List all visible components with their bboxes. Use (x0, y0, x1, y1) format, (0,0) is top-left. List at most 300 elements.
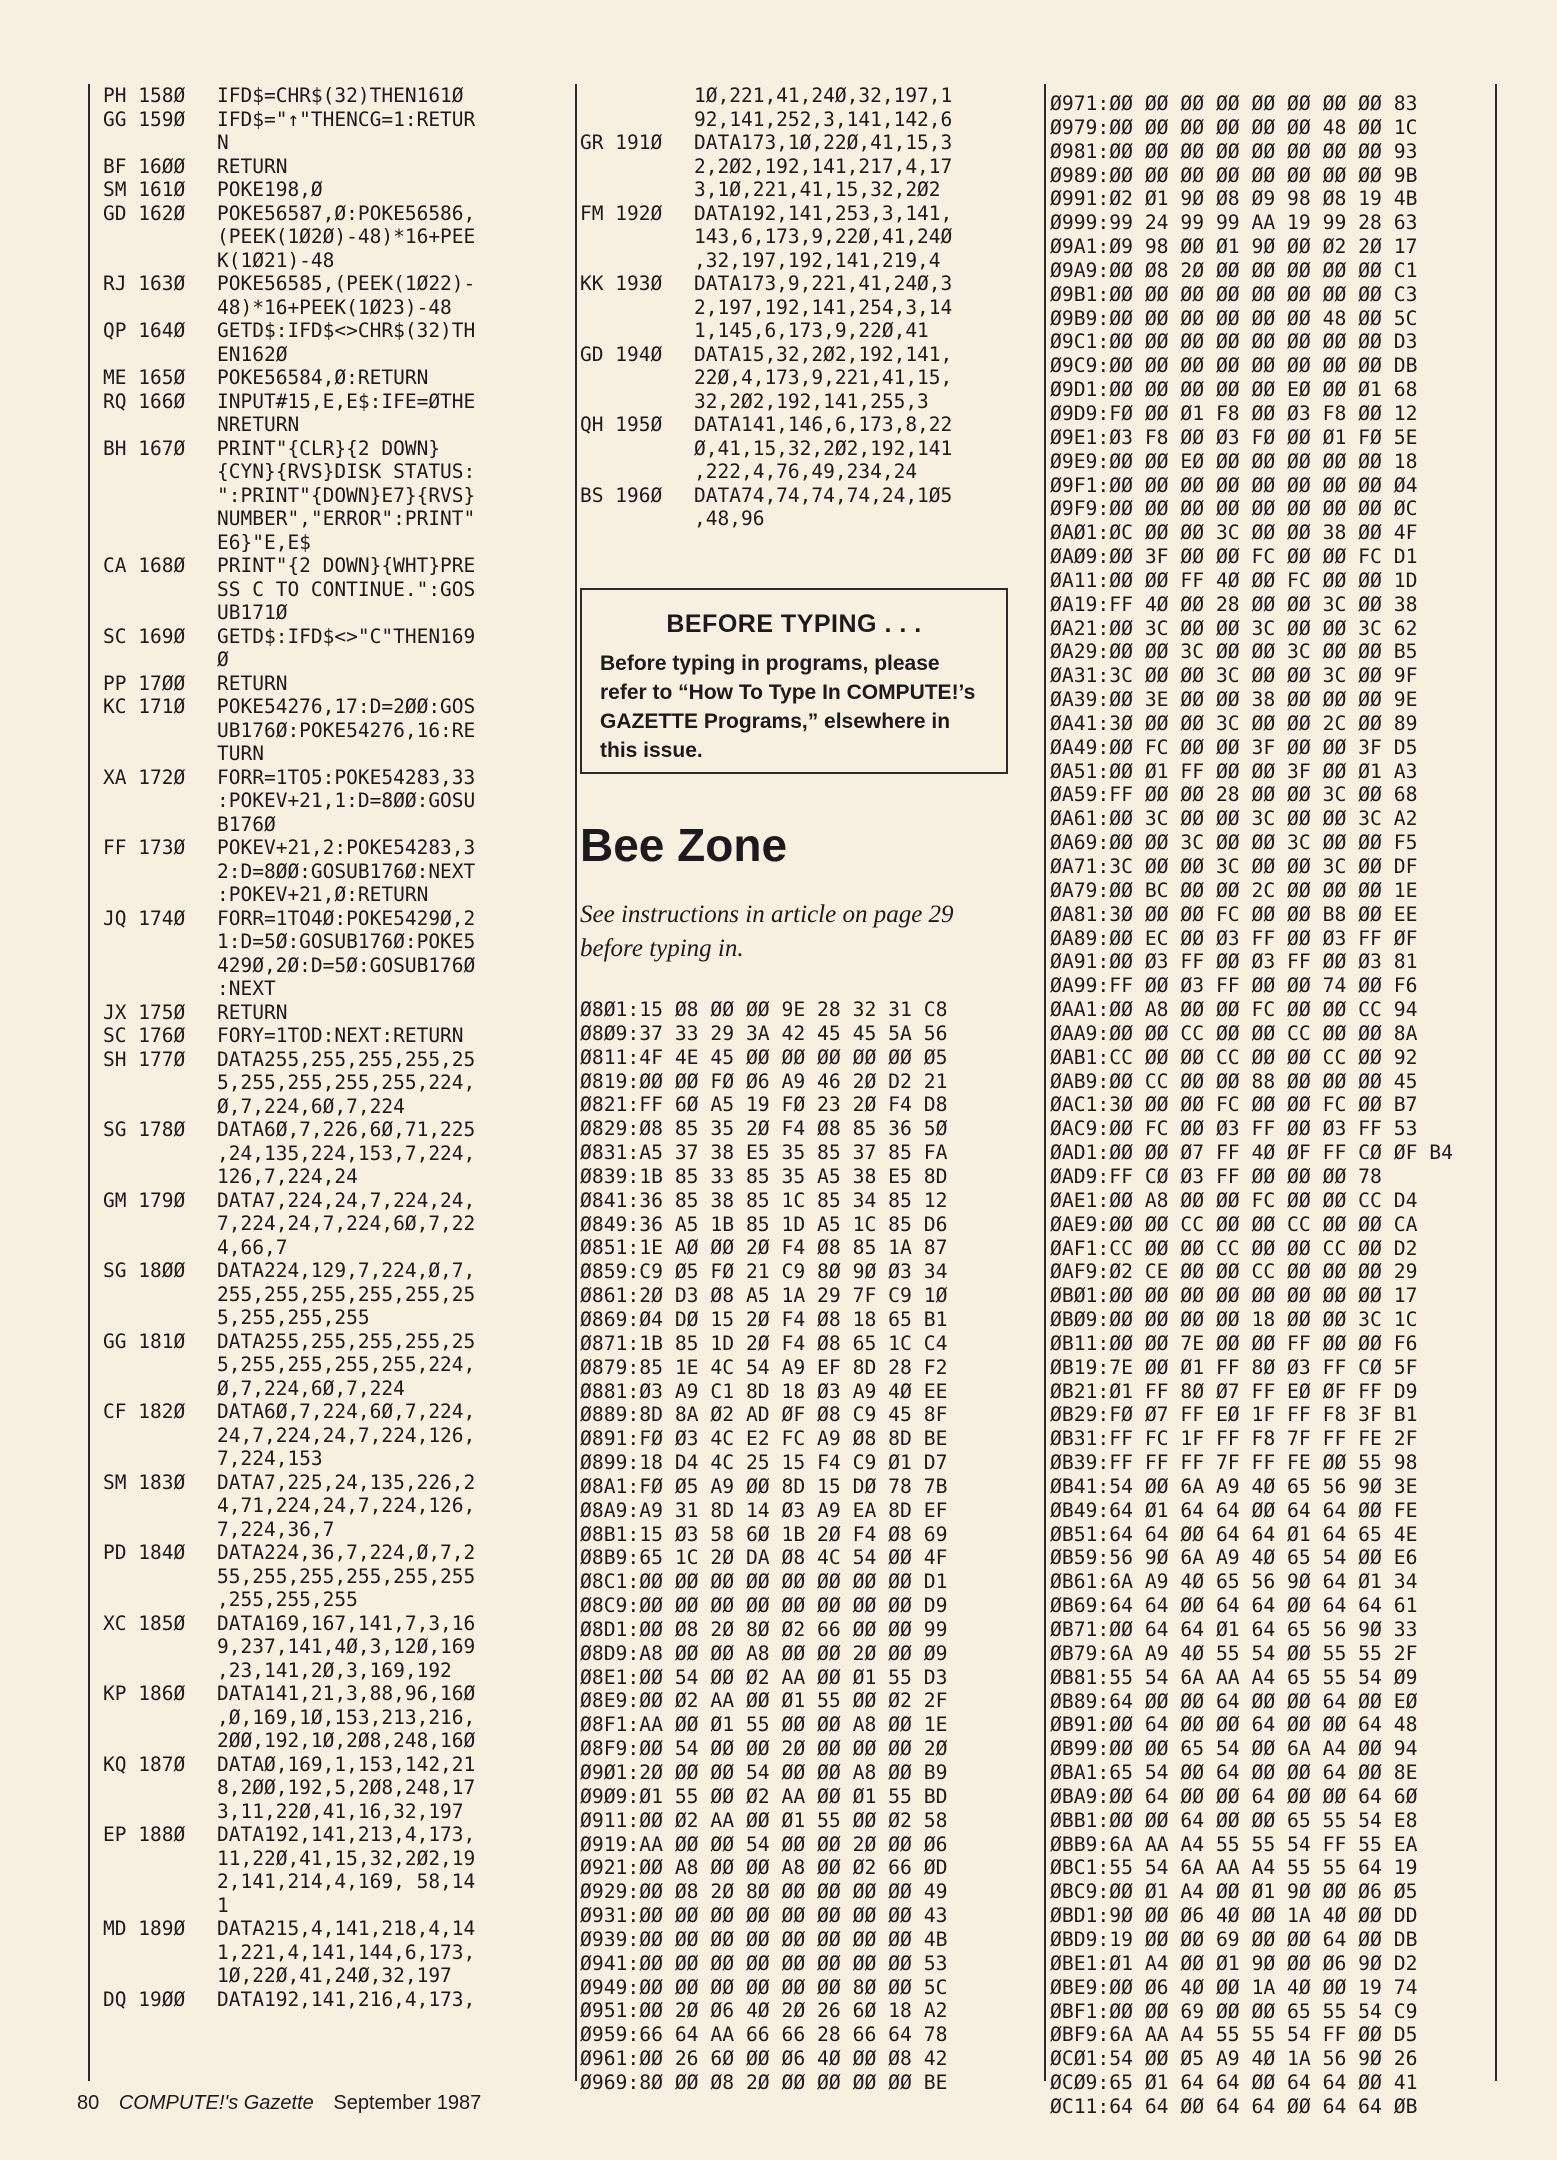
hex-line: ØB79:6A A9 4Ø 55 54 ØØ 55 55 2F (1050, 1641, 1418, 1665)
line-number: 179Ø (138, 1188, 186, 1212)
hex-line: ØB19:7E ØØ Ø1 FF 8Ø Ø3 FF CØ 5F (1050, 1355, 1418, 1379)
hex-line: ØBE9:ØØ Ø6 4Ø ØØ 1A 4Ø ØØ 19 74 (1050, 1975, 1418, 1999)
hex-line: ØB39:FF FF FF 7F FF FE ØØ 55 98 (1050, 1451, 1418, 1475)
line-text: 24,7,224,24,7,224,126, (217, 1423, 476, 1447)
line-text: 7,224,153 (217, 1447, 323, 1470)
hex-line: ØCØ9:65 Ø1 64 64 ØØ 64 64 ØØ 41 (1050, 2071, 1418, 2095)
basic-line (103, 1823, 563, 1847)
line-indent (103, 1706, 217, 1730)
hex-line: ØAC9:ØØ FC ØØ Ø3 FF ØØ Ø3 FF 53 (1050, 1117, 1418, 1141)
line-checksum-and-number (103, 202, 217, 226)
basic-line (103, 1894, 563, 1918)
line-indent (103, 249, 217, 273)
line-number: 164Ø (138, 319, 186, 342)
line-text: 22Ø,4,173,9,221,41,15, (694, 366, 953, 389)
line-text: PRINT"{2 DOWN}{WHT}PRE (217, 554, 476, 577)
hex-line: ØAD9:FF CØ Ø3 FF ØØ ØØ ØØ 78 (1050, 1164, 1382, 1188)
hex-line: ØAC1:3Ø ØØ ØØ FC ØØ ØØ FC ØØ B7 (1050, 1093, 1418, 1117)
line-checksum-and-number (103, 390, 217, 414)
hex-line: Ø9A9:ØØ Ø8 2Ø ØØ ØØ ØØ ØØ ØØ C1 (1050, 258, 1418, 282)
hex-line: Ø889:8D 8A Ø2 AD ØF Ø8 C9 45 8F (580, 1403, 948, 1427)
basic-line (580, 202, 1040, 226)
line-text: 7,224,36,7 (217, 1517, 335, 1541)
hex-line: ØA29:ØØ ØØ 3C ØØ ØØ 3C ØØ ØØ B5 (1050, 640, 1418, 664)
line-checksum-and-number (580, 272, 694, 296)
line-text: :POKEV+21,1:D=8ØØ:GOSU (217, 789, 476, 812)
line-number: 192Ø (615, 201, 663, 225)
line-indent (103, 1071, 217, 1095)
basic-line (103, 460, 563, 484)
line-indent (580, 366, 694, 390)
line-checksum: ME (103, 366, 127, 389)
line-text: :NEXT (217, 977, 276, 1000)
line-indent (103, 484, 217, 508)
basic-line (103, 907, 563, 931)
line-indent (103, 1212, 217, 1236)
line-indent (103, 1283, 217, 1307)
line-text: ,255,255,255 (217, 1588, 358, 1611)
hex-line: Ø981:ØØ ØØ ØØ ØØ ØØ ØØ ØØ ØØ 93 (1050, 139, 1418, 163)
line-text: 3,11,22Ø,41,16,32,197 (217, 1799, 464, 1823)
basic-line (103, 1024, 563, 1048)
line-indent (103, 789, 217, 813)
line-checksum-and-number (103, 108, 217, 132)
line-indent (103, 343, 217, 367)
line-checksum: BF (103, 154, 127, 178)
line-indent (103, 1588, 217, 1612)
basic-line (103, 977, 563, 1001)
line-checksum: RQ (103, 389, 127, 413)
basic-line (103, 484, 563, 508)
line-checksum-and-number (580, 413, 694, 437)
line-text: Ø,7,224,6Ø,7,224 (217, 1094, 405, 1118)
basic-line (103, 1189, 563, 1213)
line-text: DATA255,255,255,255,25 (217, 1047, 476, 1071)
line-text: Ø,7,224,6Ø,7,224 (217, 1376, 405, 1400)
basic-line (103, 1706, 563, 1730)
basic-line (103, 366, 563, 390)
basic-line (103, 648, 563, 672)
line-checksum: JQ (103, 906, 127, 930)
basic-line (103, 1447, 563, 1471)
line-text: 1:D=5Ø:GOSUB176Ø:POKE5 (217, 930, 476, 953)
hex-line: Ø8F1:AA ØØ Ø1 55 ØØ ØØ A8 ØØ 1E (580, 1713, 948, 1737)
hex-line: Ø871:1B 85 1D 2Ø F4 Ø8 65 1C C4 (580, 1331, 948, 1355)
line-number: 184Ø (138, 1541, 186, 1564)
basic-line (103, 1236, 563, 1260)
hex-line: Ø881:Ø3 A9 C1 8D 18 Ø3 A9 4Ø EE (580, 1379, 948, 1403)
basic-line (103, 1729, 563, 1753)
line-checksum: PP (103, 671, 127, 695)
basic-line (103, 225, 563, 249)
hex-line: Ø891:FØ Ø3 4C E2 FC A9 Ø8 8D BE (580, 1427, 948, 1451)
line-text: K(1Ø21)-48 (217, 248, 335, 272)
hex-line: ØAF9:Ø2 CE ØØ ØØ CC ØØ ØØ ØØ 29 (1050, 1260, 1418, 1284)
hex-line: ØCØ1:54 ØØ Ø5 A9 4Ø 1A 56 9Ø 26 (1050, 2047, 1418, 2071)
line-text: TURN (217, 742, 264, 765)
line-number: 194Ø (615, 342, 663, 366)
line-indent (103, 1306, 217, 1330)
basic-line (103, 507, 563, 531)
line-indent (103, 1236, 217, 1260)
line-text: DATA74,74,74,74,24,1Ø5 (694, 483, 953, 507)
line-text: E6}"E,E$ (217, 530, 311, 554)
line-text: DATA173,9,221,41,24Ø,3 (694, 272, 953, 295)
line-text: N (217, 131, 229, 154)
line-text: 1Ø,221,41,24Ø,32,197,1 (694, 84, 953, 107)
hex-line: ØA11:ØØ ØØ FF 4Ø ØØ FC ØØ ØØ 1D (1050, 568, 1418, 592)
line-text: 143,6,173,9,22Ø,41,24Ø (694, 225, 953, 248)
article-title: Bee Zone (580, 819, 788, 871)
hex-line: ØBF1:ØØ ØØ 69 ØØ ØØ 65 55 54 C9 (1050, 1999, 1418, 2023)
line-checksum: GD (580, 342, 604, 366)
basic-line (103, 1424, 563, 1448)
basic-line (103, 531, 563, 555)
basic-line (103, 296, 563, 320)
basic-line (580, 108, 1040, 132)
line-checksum-and-number (103, 1753, 217, 1777)
line-checksum: GM (103, 1188, 127, 1212)
basic-line (103, 672, 563, 696)
line-text: POKE54276,17:D=2ØØ:GOS (217, 695, 476, 718)
line-number: 177Ø (138, 1047, 186, 1071)
hex-line: Ø931:ØØ ØØ ØØ ØØ ØØ ØØ ØØ ØØ 43 (580, 1904, 948, 1928)
line-indent (103, 1353, 217, 1377)
hex-line: Ø941:ØØ ØØ ØØ ØØ ØØ ØØ ØØ ØØ 53 (580, 1951, 948, 1975)
line-checksum: BS (580, 483, 604, 507)
line-number: 162Ø (138, 201, 186, 225)
line-number: 167Ø (138, 436, 186, 460)
line-indent (103, 742, 217, 766)
line-checksum: SG (103, 1118, 127, 1141)
line-checksum: SH (103, 1047, 127, 1071)
line-indent (103, 1165, 217, 1189)
line-checksum-and-number (103, 1400, 217, 1424)
line-text: RETURN (217, 671, 288, 695)
line-text: 9,237,141,4Ø,3,12Ø,169 (217, 1635, 476, 1658)
hex-line: Ø9Ø1:2Ø ØØ ØØ 54 ØØ ØØ A8 ØØ B9 (580, 1761, 948, 1784)
hex-line: ØA61:ØØ 3C ØØ ØØ 3C ØØ ØØ 3C A2 (1050, 807, 1418, 831)
line-checksum: JX (103, 1000, 127, 1024)
basic-line (103, 578, 563, 602)
basic-line (103, 1988, 563, 2012)
hex-line: ØAE1:ØØ A8 ØØ ØØ FC ØØ ØØ CC D4 (1050, 1188, 1418, 1212)
before-typing-title: BEFORE TYPING . . . (666, 610, 922, 638)
hex-line: ØA49:ØØ FC ØØ ØØ 3F ØØ ØØ 3F D5 (1050, 735, 1418, 759)
line-checksum: EP (103, 1823, 127, 1846)
line-text: 7,224,24,7,224,6Ø,7,22 (217, 1212, 476, 1235)
hex-line: ØBB1:ØØ ØØ 64 ØØ ØØ 65 55 54 E8 (1050, 1808, 1418, 1832)
hex-line: Ø9F1:ØØ ØØ ØØ ØØ ØØ ØØ ØØ ØØ Ø4 (1050, 473, 1418, 497)
hex-line: ØBC9:ØØ Ø1 A4 ØØ Ø1 9Ø ØØ Ø6 Ø5 (1050, 1880, 1418, 1904)
line-checksum: CF (103, 1400, 127, 1423)
line-checksum-and-number (103, 1330, 217, 1354)
line-checksum: XC (103, 1611, 127, 1635)
basic-line (103, 1847, 563, 1871)
line-text: GETD$:IFD$<>CHR$(32)TH (217, 319, 476, 342)
hex-line: Ø879:85 1E 4C 54 A9 EF 8D 28 F2 (580, 1355, 948, 1379)
line-number: 182Ø (138, 1400, 186, 1423)
line-text: DATA141,146,6,173,8,22 (694, 413, 953, 436)
hex-line: Ø8D1:ØØ Ø8 2Ø 8Ø Ø2 66 ØØ ØØ 99 (580, 1617, 948, 1641)
line-text: POKE198,Ø (217, 178, 323, 201)
line-checksum: PD (103, 1541, 127, 1564)
line-checksum-and-number (103, 366, 217, 390)
line-text: DATA192,141,253,3,141, (694, 201, 953, 225)
hex-line: ØA69:ØØ ØØ 3C ØØ ØØ 3C ØØ ØØ F5 (1050, 831, 1418, 855)
line-text: EN162Ø (217, 342, 288, 366)
hex-line: ØBD9:19 ØØ ØØ 69 ØØ ØØ 64 ØØ DB (1050, 1927, 1418, 1951)
basic-line (103, 84, 563, 108)
basic-line (103, 1917, 563, 1941)
line-number: 176Ø (138, 1024, 186, 1047)
hex-line: ØAA9:ØØ ØØ CC ØØ ØØ CC ØØ ØØ 8A (1050, 1021, 1418, 1045)
basic-line (103, 178, 563, 202)
line-checksum: CA (103, 554, 127, 577)
hex-line: Ø979:ØØ ØØ ØØ ØØ ØØ ØØ 48 ØØ 1C (1050, 115, 1418, 139)
hex-line: ØA51:ØØ Ø1 FF ØØ ØØ 3F ØØ Ø1 A3 (1050, 759, 1418, 783)
line-text: 255,255,255,255,255,25 (217, 1282, 476, 1306)
line-text: POKEV+21,2:POKE54283,3 (217, 836, 476, 859)
line-indent (580, 507, 694, 531)
hex-line: Ø8A1:FØ Ø5 A9 ØØ 8D 15 DØ 78 7B (580, 1474, 948, 1498)
line-number: 159Ø (138, 107, 186, 131)
basic-line (103, 1800, 563, 1824)
line-indent (103, 1095, 217, 1119)
hex-line: Ø831:A5 37 38 E5 35 85 37 85 FA (580, 1141, 948, 1165)
basic-line (103, 1001, 563, 1025)
line-indent (103, 813, 217, 837)
hex-line: ØAD1:ØØ ØØ Ø7 FF 4Ø ØF FF CØ ØF B4 (1050, 1141, 1453, 1165)
hex-line: ØA19:FF 4Ø ØØ 28 ØØ ØØ 3C ØØ 38 (1050, 592, 1418, 616)
hex-line: Ø869:Ø4 DØ 15 2Ø F4 Ø8 18 65 B1 (580, 1307, 948, 1331)
hex-line: ØAØ1:ØC ØØ ØØ 3C ØØ ØØ 38 ØØ 4F (1050, 521, 1418, 545)
hex-line: Ø971:ØØ ØØ ØØ ØØ ØØ ØØ ØØ ØØ 83 (1050, 92, 1418, 115)
line-number: 165Ø (138, 366, 186, 389)
line-number: 186Ø (138, 1682, 186, 1705)
hex-line: ØB31:FF FC 1F FF F8 7F FF FE 2F (1050, 1427, 1418, 1451)
hex-line: ØBA1:65 54 ØØ 64 ØØ ØØ 64 ØØ 8E (1050, 1761, 1418, 1785)
line-text: 4,66,7 (217, 1235, 288, 1259)
line-indent (103, 860, 217, 884)
basic-line (580, 131, 1040, 155)
hex-line: Ø8D9:A8 ØØ ØØ A8 ØØ ØØ 2Ø ØØ Ø9 (580, 1641, 948, 1665)
hex-line: Ø9E1:Ø3 F8 ØØ Ø3 FØ ØØ Ø1 FØ 5E (1050, 425, 1418, 449)
line-text: FORY=1TOD:NEXT:RETURN (217, 1024, 464, 1047)
line-text: 1Ø,22Ø,41,24Ø,32,197 (217, 1964, 452, 1987)
line-text: Ø (217, 648, 229, 671)
basic-line (103, 390, 563, 414)
basic-line (103, 1612, 563, 1636)
hex-line: Ø851:1E AØ ØØ 2Ø F4 Ø8 85 1A 87 (580, 1236, 948, 1260)
line-text: DATA224,36,7,224,Ø,7,2 (217, 1541, 476, 1564)
hex-line: Ø959:66 64 AA 66 66 28 66 64 78 (580, 2023, 948, 2047)
hex-line: ØA79:ØØ BC ØØ ØØ 2C ØØ ØØ ØØ 1E (1050, 878, 1418, 902)
issue-date: September 1987 (333, 2092, 482, 2114)
line-text: DATA7,225,24,135,226,2 (217, 1470, 476, 1494)
line-text: DATA6Ø,7,224,6Ø,7,224, (217, 1400, 476, 1423)
line-checksum: KQ (103, 1752, 127, 1776)
basic-line (580, 507, 1040, 531)
basic-line (103, 954, 563, 978)
line-text: 55,255,255,255,255,255 (217, 1564, 476, 1588)
hex-line: Ø9B1:ØØ ØØ ØØ ØØ ØØ ØØ ØØ ØØ C3 (1050, 282, 1418, 306)
line-indent (103, 977, 217, 1001)
hex-line: ØBC1:55 54 6A AA A4 55 55 64 19 (1050, 1856, 1418, 1880)
line-checksum-and-number (580, 131, 694, 155)
hex-line: Ø961:ØØ 26 6Ø ØØ Ø6 4Ø ØØ Ø8 42 (580, 2047, 948, 2071)
hex-line: Ø9A1:Ø9 98 ØØ Ø1 9Ø ØØ Ø2 2Ø 17 (1050, 235, 1418, 259)
hex-line: Ø8C9:ØØ ØØ ØØ ØØ ØØ ØØ ØØ ØØ D9 (580, 1594, 948, 1618)
hex-line: ØA31:3C ØØ ØØ 3C ØØ ØØ 3C ØØ 9F (1050, 664, 1418, 688)
line-text: {CYN}{RVS}DISK STATUS: (217, 460, 476, 483)
line-text: POKE56584,Ø:RETURN (217, 366, 429, 389)
basic-line (103, 155, 563, 179)
hex-line: Ø921:ØØ A8 ØØ ØØ A8 ØØ Ø2 66 ØD (580, 1856, 948, 1880)
line-indent (580, 155, 694, 179)
basic-line (580, 437, 1040, 461)
hex-line: Ø989:ØØ ØØ ØØ ØØ ØØ ØØ ØØ ØØ 9B (1050, 163, 1418, 187)
line-text: UB176Ø:POKE54276,16:RE (217, 718, 476, 742)
basic-line (580, 249, 1040, 273)
hex-line: Ø8F9:ØØ 54 ØØ ØØ 2Ø ØØ ØØ ØØ 2Ø (580, 1737, 948, 1761)
hex-line: ØAØ9:ØØ 3F ØØ ØØ FC ØØ ØØ FC D1 (1050, 545, 1418, 569)
line-number: 169Ø (138, 624, 186, 648)
hex-line: ØA91:ØØ Ø3 FF ØØ Ø3 FF ØØ Ø3 81 (1050, 950, 1418, 974)
hex-line: Ø8Ø1:15 Ø8 ØØ ØØ 9E 28 32 31 C8 (580, 998, 948, 1021)
line-text: RETURN (217, 1000, 288, 1024)
basic-line (103, 1306, 563, 1330)
basic-line (580, 390, 1040, 414)
hex-line: Ø911:ØØ Ø2 AA ØØ Ø1 55 ØØ Ø2 58 (580, 1808, 948, 1832)
line-indent (103, 1729, 217, 1753)
line-checksum: GG (103, 107, 127, 131)
line-indent (103, 930, 217, 954)
hex-line: Ø8E1:ØØ 54 ØØ Ø2 AA ØØ Ø1 55 D3 (580, 1665, 948, 1689)
line-text: DATA141,21,3,88,96,16Ø (217, 1682, 476, 1705)
hex-line: ØAB9:ØØ CC ØØ ØØ 88 ØØ ØØ ØØ 45 (1050, 1069, 1418, 1093)
line-indent (103, 1142, 217, 1166)
hex-line: ØBE1:Ø1 A4 ØØ Ø1 9Ø ØØ Ø6 9Ø D2 (1050, 1951, 1418, 1975)
line-number: 161Ø (138, 178, 186, 201)
basic-line (580, 343, 1040, 367)
basic-line (103, 1400, 563, 1424)
line-checksum-and-number (103, 1612, 217, 1636)
basic-line (103, 860, 563, 884)
hex-line: ØA59:FF ØØ ØØ 28 ØØ ØØ 3C ØØ 68 (1050, 783, 1418, 807)
line-checksum-and-number (103, 1259, 217, 1283)
basic-listing-middle (580, 84, 1040, 531)
line-number: 181Ø (138, 1329, 186, 1353)
basic-line (103, 695, 563, 719)
hex-line: Ø939:ØØ ØØ ØØ ØØ ØØ ØØ ØØ ØØ 4B (580, 1927, 948, 1951)
basic-line (103, 625, 563, 649)
basic-line (580, 460, 1040, 484)
line-text: 32,2Ø2,192,141,255,3 (694, 389, 929, 413)
line-text: NRETURN (217, 413, 300, 436)
line-indent (103, 648, 217, 672)
line-text: ,24,135,224,153,7,224, (217, 1141, 476, 1165)
hex-line: ØB51:64 64 ØØ 64 64 Ø1 64 65 4E (1050, 1522, 1418, 1546)
hex-line: ØB29:FØ Ø7 FF EØ 1F FF F8 3F B1 (1050, 1403, 1418, 1427)
basic-line (103, 1377, 563, 1401)
hex-line: Ø859:C9 Ø5 FØ 21 C9 8Ø 9Ø Ø3 34 (580, 1260, 948, 1284)
line-number: 168Ø (138, 554, 186, 577)
hex-line: Ø969:8Ø ØØ Ø8 2Ø ØØ ØØ ØØ ØØ BE (580, 2070, 948, 2094)
line-checksum-and-number (580, 84, 694, 108)
hex-line: Ø861:2Ø D3 Ø8 A5 1A 29 7F C9 1Ø (580, 1284, 948, 1308)
line-checksum-and-number (103, 1118, 217, 1142)
line-checksum: FM (580, 201, 604, 225)
basic-line (580, 296, 1040, 320)
basic-line (103, 108, 563, 132)
line-number: 195Ø (615, 413, 663, 436)
line-indent (103, 883, 217, 907)
basic-line (580, 178, 1040, 202)
hex-line: Ø9B9:ØØ ØØ ØØ ØØ ØØ ØØ 48 ØØ 5C (1050, 306, 1418, 330)
magazine-name: COMPUTE!'s Gazette (118, 2092, 314, 2114)
hex-line: Ø821:FF 6Ø A5 19 FØ 23 2Ø F4 D8 (580, 1093, 948, 1117)
line-checksum: GR (580, 131, 604, 154)
line-text: 2,141,214,4,169, 58,14 (217, 1870, 476, 1893)
line-text: RETURN (217, 154, 288, 178)
line-checksum-and-number (103, 672, 217, 696)
line-checksum-and-number (103, 1001, 217, 1025)
line-checksum: DQ (103, 1987, 127, 2011)
column-rule-far-right (1495, 84, 1497, 2081)
line-checksum-and-number (103, 1024, 217, 1048)
line-text: ,32,197,192,141,219,4 (694, 248, 941, 272)
line-indent (103, 1894, 217, 1918)
line-checksum-and-number (103, 836, 217, 860)
line-indent (103, 1635, 217, 1659)
line-text: DATA169,167,141,7,3,16 (217, 1611, 476, 1635)
line-checksum: SC (103, 624, 127, 648)
hex-line: Ø9D9:FØ ØØ Ø1 F8 ØØ Ø3 F8 ØØ 12 (1050, 401, 1418, 425)
basic-line (103, 789, 563, 813)
line-text: FORR=1TO5:POKE54283,33 (217, 765, 476, 789)
line-indent (580, 460, 694, 484)
line-text: IFD$=CHR$(32)THEN161Ø (217, 84, 464, 107)
line-checksum-and-number (580, 343, 694, 367)
line-text: 2:D=8ØØ:GOSUB176Ø:NEXT (217, 859, 476, 883)
hex-line: ØAF1:CC ØØ ØØ CC ØØ ØØ CC ØØ D2 (1050, 1236, 1418, 1260)
line-number: 187Ø (138, 1752, 186, 1776)
line-checksum-and-number (103, 1541, 217, 1565)
line-text: DATA224,129,7,224,Ø,7, (217, 1259, 476, 1282)
basic-line (580, 272, 1040, 296)
hex-line: Ø949:ØØ ØØ ØØ ØØ ØØ ØØ 8Ø ØØ 5C (580, 1975, 948, 1999)
line-indent (103, 1377, 217, 1401)
line-text: (PEEK(1Ø2Ø)-48)*16+PEE (217, 225, 476, 248)
basic-line (103, 202, 563, 226)
column-rule-middle (575, 84, 577, 2081)
line-checksum: BH (103, 436, 127, 460)
line-number: 172Ø (138, 765, 186, 789)
line-checksum: KC (103, 695, 127, 718)
basic-line (103, 1565, 563, 1589)
line-text: 5,255,255,255,255,224, (217, 1071, 476, 1094)
hex-line: Ø8C1:ØØ ØØ ØØ ØØ ØØ ØØ ØØ ØØ D1 (580, 1570, 948, 1594)
hex-line: Ø8E9:ØØ Ø2 AA ØØ Ø1 55 ØØ Ø2 2F (580, 1689, 948, 1713)
column-rule-left (88, 84, 90, 2081)
basic-line (103, 1964, 563, 1988)
line-checksum-and-number (103, 1917, 217, 1941)
line-text: 2ØØ,192,1Ø,2Ø8,248,16Ø (217, 1729, 476, 1752)
line-checksum: XA (103, 765, 127, 789)
hex-line: Ø8Ø9:37 33 29 3A 42 45 45 5A 56 (580, 1021, 948, 1045)
line-text: 8,2ØØ,192,5,2Ø8,248,17 (217, 1776, 476, 1799)
